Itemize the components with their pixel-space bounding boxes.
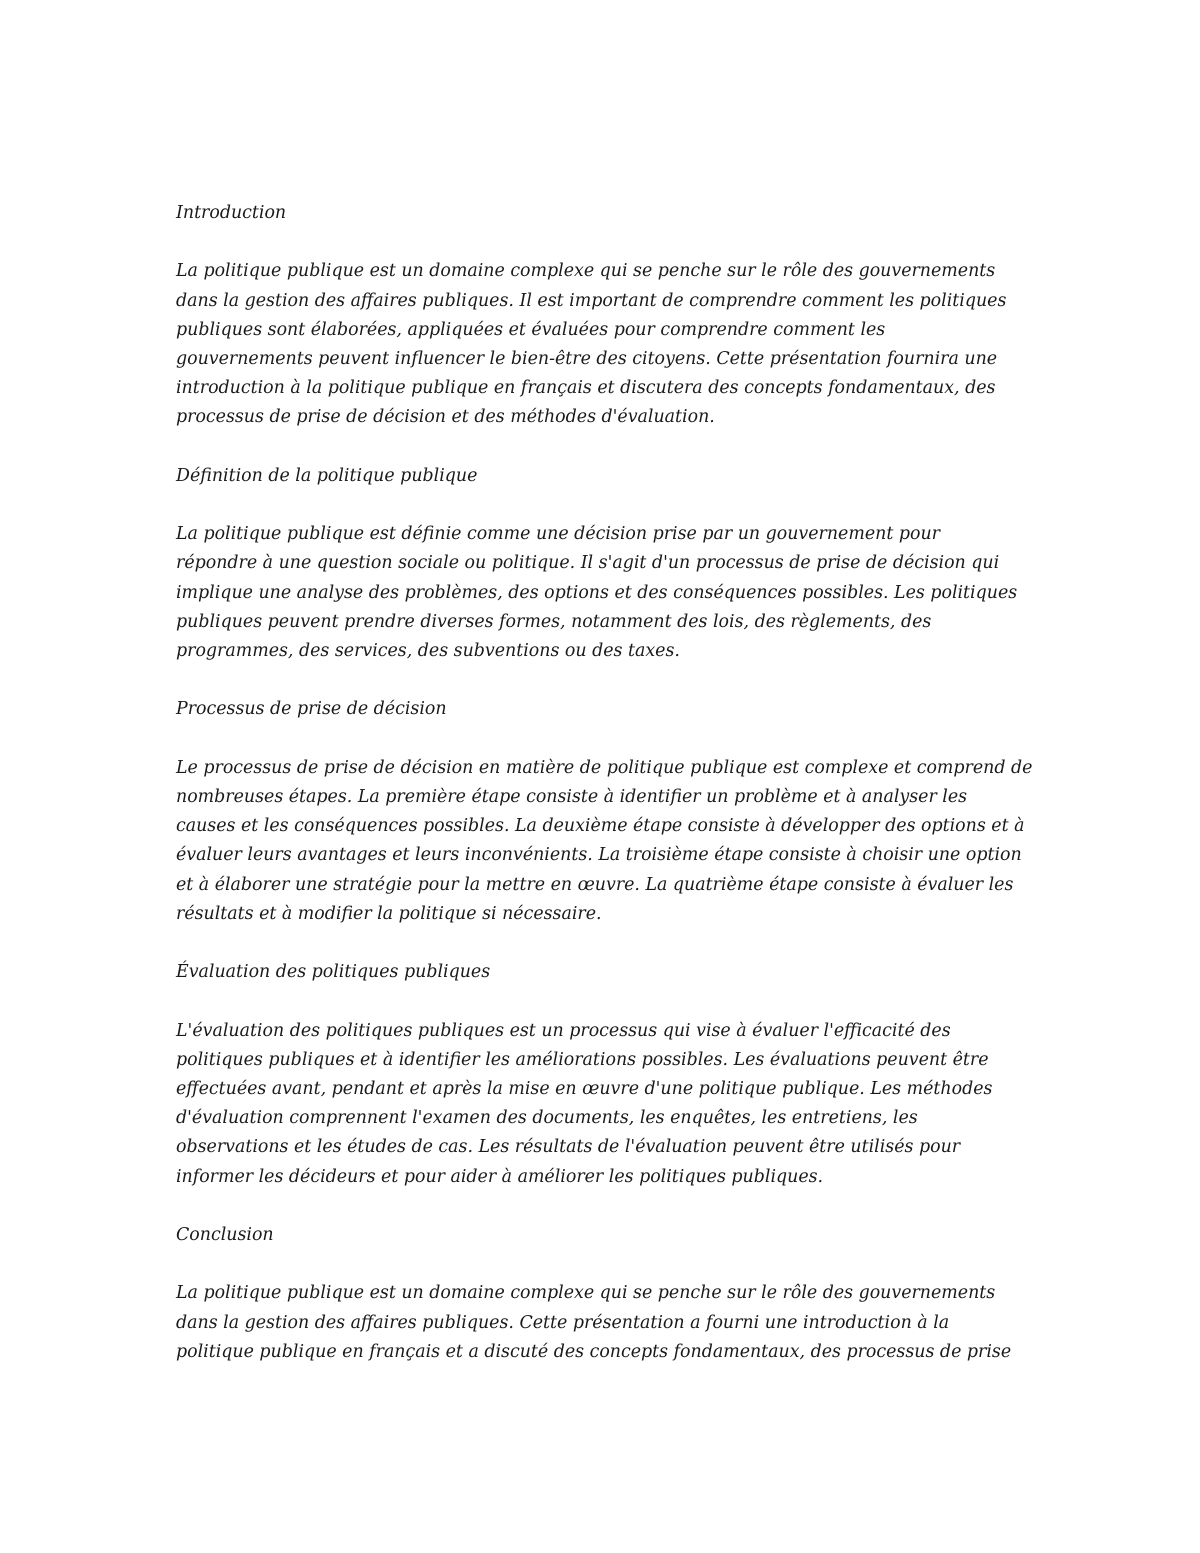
text-line: évaluer leurs avantages et leurs inconvénients. La troisième étape consiste à choisir une option — [176, 845, 1022, 866]
text-line: dans la gestion des affaires publiques. Il est important de comprendre comment les politiques — [176, 290, 1007, 311]
text-line: répondre à une question sociale ou politique. Il s'agit d'un processus de prise de décision qui — [176, 553, 1000, 574]
section-heading-evaluation: Évaluation des politiques publiques — [176, 962, 491, 983]
text-line: La politique publique est un domaine complexe qui se penche sur le rôle des gouvernements — [176, 261, 996, 282]
text-line: Le processus de prise de décision en matière de politique publique est complexe et comprend de — [176, 757, 1033, 778]
text-line: L'évaluation des politiques publiques est un processus qui vise à évaluer l'efficacité des — [176, 1020, 951, 1041]
text-line: causes et les conséquences possibles. La deuxième étape consiste à développer des options et à — [176, 816, 1025, 837]
text-line: La politique publique est un domaine complexe qui se penche sur le rôle des gouvernements — [176, 1283, 996, 1304]
text-line: effectuées avant, pendant et après la mise en œuvre d'une politique publique. Les méthodes — [176, 1078, 993, 1099]
text-line: nombreuses étapes. La première étape consiste à identifier un problème et à analyser les — [176, 786, 968, 807]
section-paragraph-decision-process — [176, 754, 1033, 929]
section-paragraph-introduction — [176, 257, 1028, 432]
text-line: La politique publique est définie comme une décision prise par un gouvernement pour — [176, 524, 940, 545]
text-line: programmes, des services, des subventions ou des taxes. — [176, 641, 680, 661]
text-line: et à élaborer une stratégie pour la mettre en œuvre. La quatrième étape consiste à évaluer les — [176, 874, 1014, 895]
text-line: processus de prise de décision et des méthodes d'évaluation. — [176, 407, 715, 428]
text-line: d'évaluation comprennent l'examen des documents, les enquêtes, les entretiens, les — [176, 1108, 918, 1129]
text-line: publiques peuvent prendre diverses formes, notamment des lois, des règlements, des — [176, 611, 932, 632]
text-line: dans la gestion des affaires publiques. Cette présentation a fourni une introduction à la — [176, 1312, 950, 1333]
text-line: observations et les études de cas. Les résultats de l'évaluation peuvent être utilisés pour — [176, 1137, 961, 1158]
text-line: politique publique en français et a discuté des concepts fondamentaux, des processus de prise — [176, 1341, 1012, 1362]
text-line: implique une analyse des problèmes, des options et des conséquences possibles. Les politiques — [176, 582, 1018, 603]
text-line: résultats et à modifier la politique si nécessaire. — [176, 903, 602, 924]
document-body — [176, 199, 1033, 1396]
text-line: introduction à la politique publique en français et discutera des concepts fondamentaux, des — [176, 378, 996, 399]
section-heading-definition: Définition de la politique publique — [176, 465, 478, 486]
section-paragraph-evaluation — [176, 1017, 1028, 1192]
section-heading-introduction: Introduction — [176, 203, 287, 223]
section-paragraph-conclusion — [176, 1279, 1028, 1367]
text-line: politiques publiques et à identifier les améliorations possibles. Les évaluations peuvent être — [176, 1049, 989, 1070]
text-line: informer les décideurs et pour aider à améliorer les politiques publiques. — [176, 1166, 824, 1187]
section-heading-conclusion: Conclusion — [176, 1224, 274, 1245]
section-heading-decision-process: Processus de prise de décision — [176, 699, 447, 720]
text-line: publiques sont élaborées, appliquées et évaluées pour comprendre comment les — [176, 319, 886, 340]
text-line: gouvernements peuvent influencer le bien-être des citoyens. Cette présentation fournira une — [176, 349, 998, 369]
section-paragraph-definition — [176, 520, 1028, 666]
